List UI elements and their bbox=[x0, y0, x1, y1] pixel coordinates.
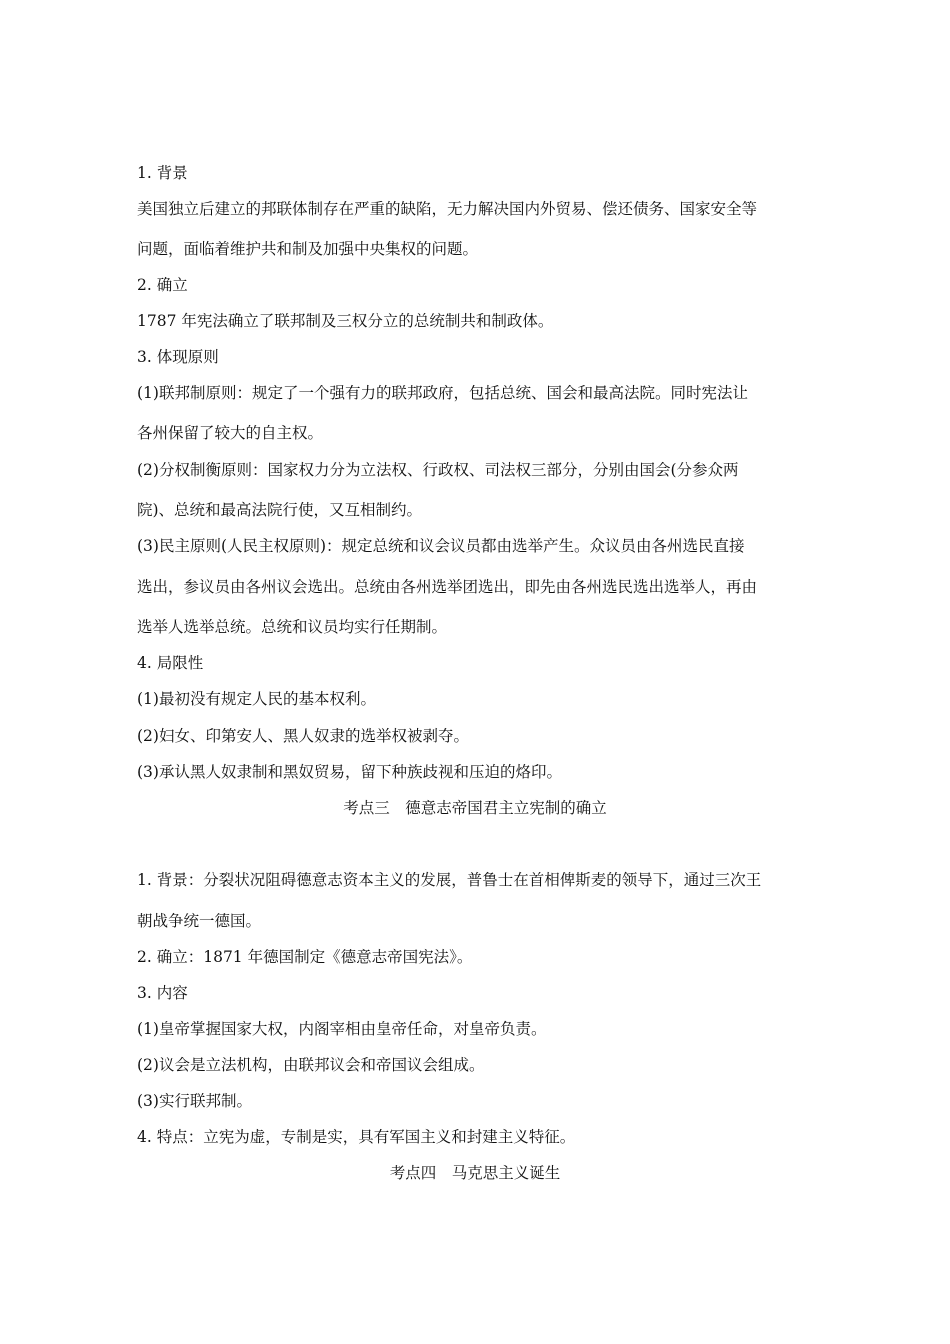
paragraph-line: 1. 背景：分裂状况阻碍德意志资本主义的发展，普鲁士在首相俾斯麦的领导下，通过三次王 bbox=[137, 871, 762, 889]
heading-limitations: 4. 局限性 bbox=[137, 654, 204, 672]
paragraph-line: (3)实行联邦制。 bbox=[137, 1092, 252, 1110]
paragraph-line: (2)分权制衡原则：国家权力分为立法权、行政权、司法权三部分，分别由国会(分参众两 bbox=[137, 461, 739, 479]
section-title-4: 考点四 马克思主义诞生 bbox=[389, 1164, 561, 1182]
paragraph-line: 美国独立后建立的邦联体制存在严重的缺陷，无力解决国内外贸易、偿还债务、国家安全等 bbox=[137, 200, 758, 218]
paragraph-line: 1787 年宪法确立了联邦制及三权分立的总统制共和制政体。 bbox=[137, 312, 554, 330]
paragraph-line: (1)联邦制原则：规定了一个强有力的联邦政府，包括总统、国会和最高法院。同时宪法让 bbox=[137, 384, 748, 402]
heading-principles: 3. 体现原则 bbox=[137, 348, 219, 366]
paragraph-line: 选举人选举总统。总统和议员均实行任期制。 bbox=[137, 618, 448, 636]
paragraph-line: 选出，参议员由各州议会选出。总统由各州选举团选出，即先由各州选民选出选举人，再由 bbox=[137, 578, 758, 596]
paragraph-line: (1)皇帝掌握国家大权，内阁宰相由皇帝任命，对皇帝负责。 bbox=[137, 1020, 547, 1038]
paragraph-line: (1)最初没有规定人民的基本权利。 bbox=[137, 690, 376, 708]
paragraph-line: 院)、总统和最高法院行使，又互相制约。 bbox=[137, 501, 423, 519]
heading-background: 1. 背景 bbox=[137, 164, 188, 182]
heading-establishment: 2. 确立 bbox=[137, 276, 188, 294]
paragraph-line: 4. 特点：立宪为虚，专制是实，具有军国主义和封建主义特征。 bbox=[137, 1128, 576, 1146]
paragraph-line: (3)民主原则(人民主权原则)：规定总统和议会议员都由选举产生。众议员由各州选民直接 bbox=[137, 537, 745, 555]
paragraph-line: (2)妇女、印第安人、黑人奴隶的选举权被剥夺。 bbox=[137, 727, 469, 745]
paragraph-line: (2)议会是立法机构，由联邦议会和帝国议会组成。 bbox=[137, 1056, 485, 1074]
paragraph-line: 2. 确立：1871 年德国制定《德意志帝国宪法》。 bbox=[137, 948, 473, 966]
paragraph-line: (3)承认黑人奴隶制和黑奴贸易，留下种族歧视和压迫的烙印。 bbox=[137, 763, 562, 781]
paragraph-line: 各州保留了较大的自主权。 bbox=[137, 424, 324, 442]
paragraph-line: 朝战争统一德国。 bbox=[137, 912, 262, 930]
heading-content: 3. 内容 bbox=[137, 984, 188, 1002]
section-title-3: 考点三 德意志帝国君主立宪制的确立 bbox=[343, 799, 607, 817]
paragraph-line: 问题，面临着维护共和制及加强中央集权的问题。 bbox=[137, 240, 479, 258]
